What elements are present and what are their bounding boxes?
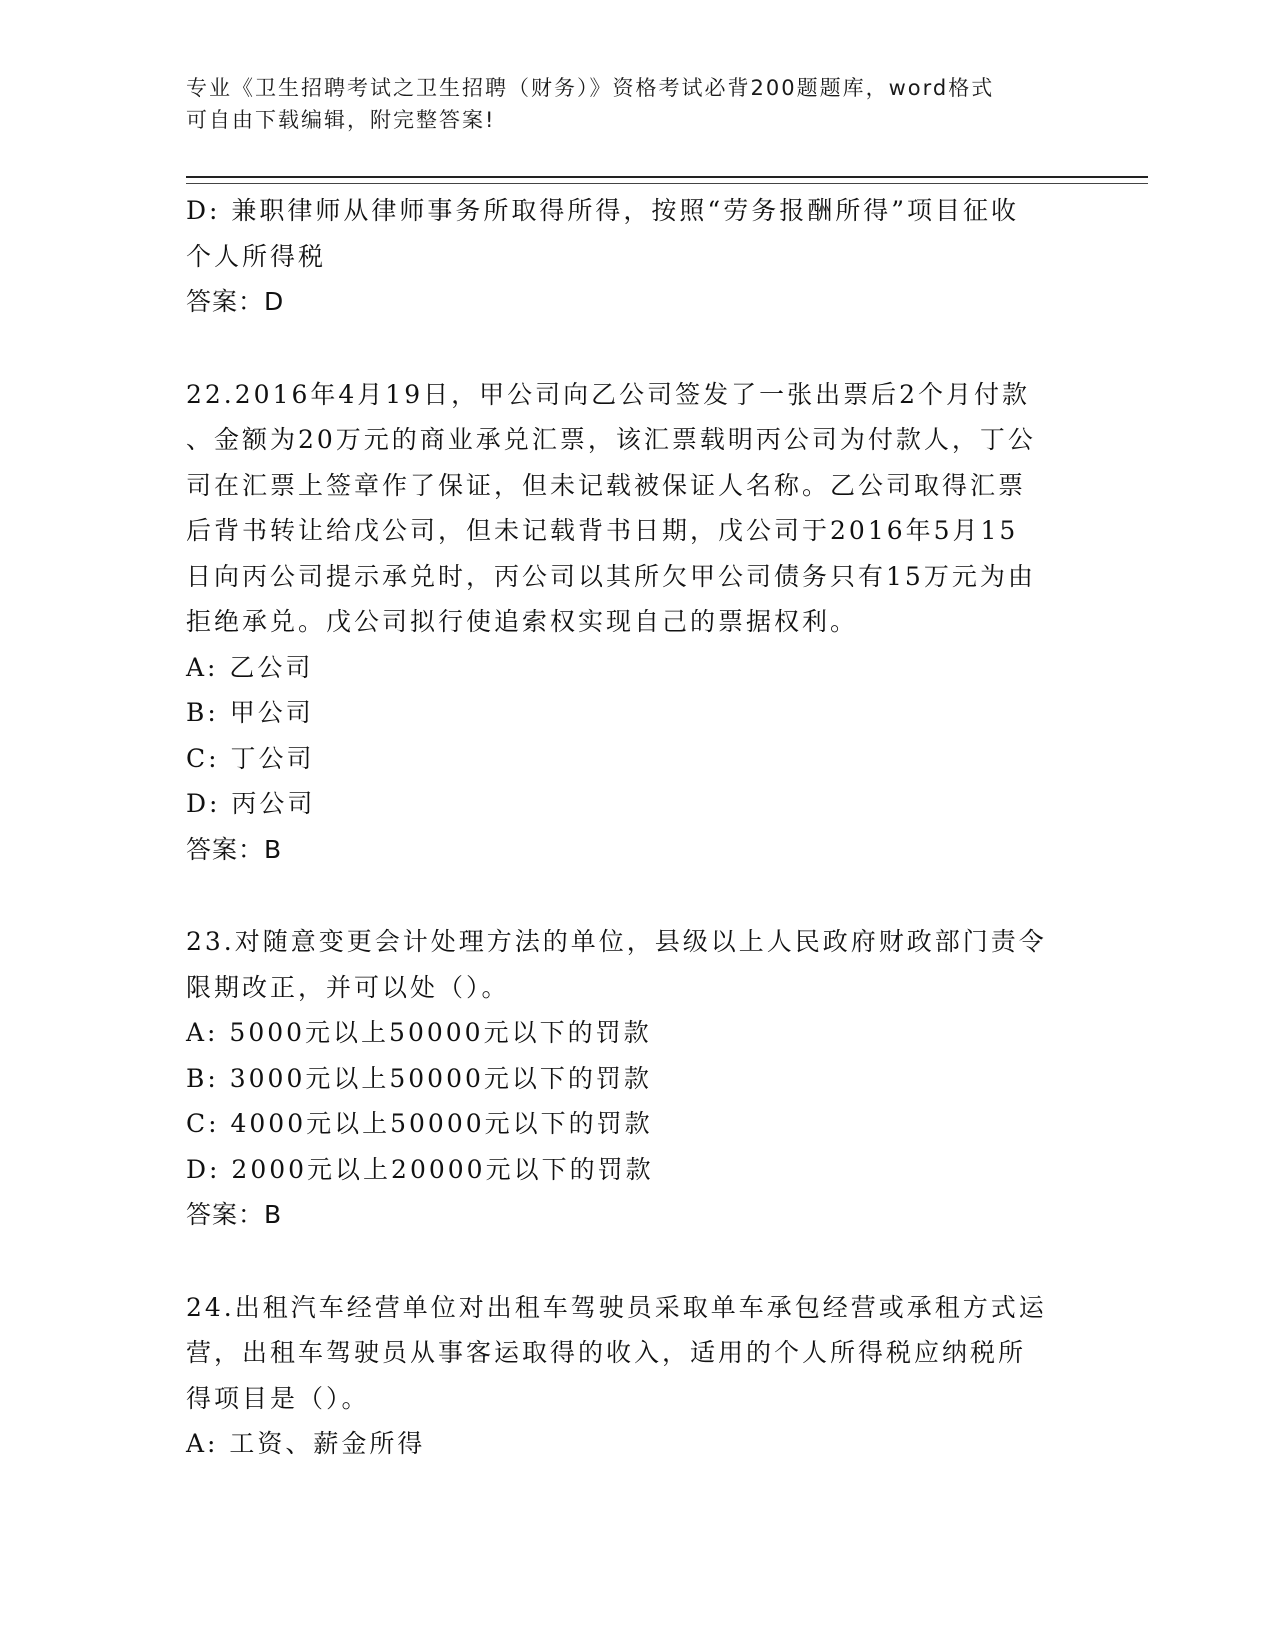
header-divider-thick: [186, 176, 1148, 178]
question-22-option-b: B: 甲公司: [186, 698, 314, 727]
question-22-line: 拒绝承兑。戊公司拟行使追索权实现自己的票据权利。: [186, 607, 859, 636]
question-22-option-a: A: 乙公司: [186, 652, 314, 682]
question-23-option-b: B: 3000元以上50000元以下的罚款: [186, 1063, 652, 1093]
question-22-line: 22.2016年4月19日，甲公司向乙公司签发了一张出票后2个月付款: [186, 379, 1031, 409]
spacer: [186, 325, 1086, 372]
question-24: [186, 1285, 1086, 1467]
question-24-option-a: A: 工资、薪金所得: [186, 1429, 426, 1458]
question-23: [186, 919, 1086, 1238]
prev-option-d-line-1: D: 兼职律师从律师事务所取得所得，按照“劳务报酬所得”项目征收: [186, 196, 1019, 225]
header-line-1: 专业《卫生招聘考试之卫生招聘（财务）》资格考试必背200题题库，word格式: [186, 76, 995, 100]
question-23-answer: 答案：B: [186, 1200, 283, 1229]
prev-option-d-line-2: 个人所得税: [186, 241, 327, 271]
question-24-line: 营，出租车驾驶员从事客运取得的收入，适用的个人所得税应纳税所: [186, 1338, 1027, 1367]
question-22-answer: 答案：B: [186, 834, 283, 864]
question-22-option-c: C: 丁公司: [186, 743, 315, 773]
question-22-line: 日向丙公司提示承兑时，丙公司以其所欠甲公司债务只有15万元为由: [186, 561, 1036, 591]
question-22-line: 、金额为20万元的商业承兑汇票，该汇票载明丙公司为付款人，丁公: [186, 425, 1036, 454]
question-24-line: 得项目是（）。: [186, 1383, 370, 1413]
header-line-2: 可自由下载编辑，附完整答案!: [186, 108, 496, 132]
spacer: [186, 1238, 1086, 1285]
question-23-line: 23.对随意变更会计处理方法的单位，县级以上人民政府财政部门责令: [186, 927, 1047, 956]
question-23-option-a: A: 5000元以上50000元以下的罚款: [186, 1018, 652, 1047]
question-22-line: 司在汇票上签章作了保证，但未记载被保证人名称。乙公司取得汇票: [186, 470, 1027, 500]
question-23-line: 限期改正，并可以处（）。: [186, 972, 510, 1002]
question-22-line: 后背书转让给戊公司，但未记载背书日期，戊公司于2016年5月15: [186, 516, 1019, 545]
question-24-line: 24.出租汽车经营单位对出租车驾驶员采取单车承包经营或承租方式运: [186, 1292, 1047, 1322]
header-divider-thin: [186, 183, 1148, 184]
spacer: [186, 872, 1086, 919]
question-23-option-c: C: 4000元以上50000元以下的罚款: [186, 1109, 653, 1138]
question-23-option-d: D: 2000元以上20000元以下的罚款: [186, 1154, 654, 1184]
question-22-option-d: D: 丙公司: [186, 789, 316, 818]
document-header: [186, 72, 1066, 136]
question-content: [186, 188, 1086, 1467]
prev-answer: 答案：D: [186, 287, 285, 316]
question-22: [186, 372, 1086, 873]
